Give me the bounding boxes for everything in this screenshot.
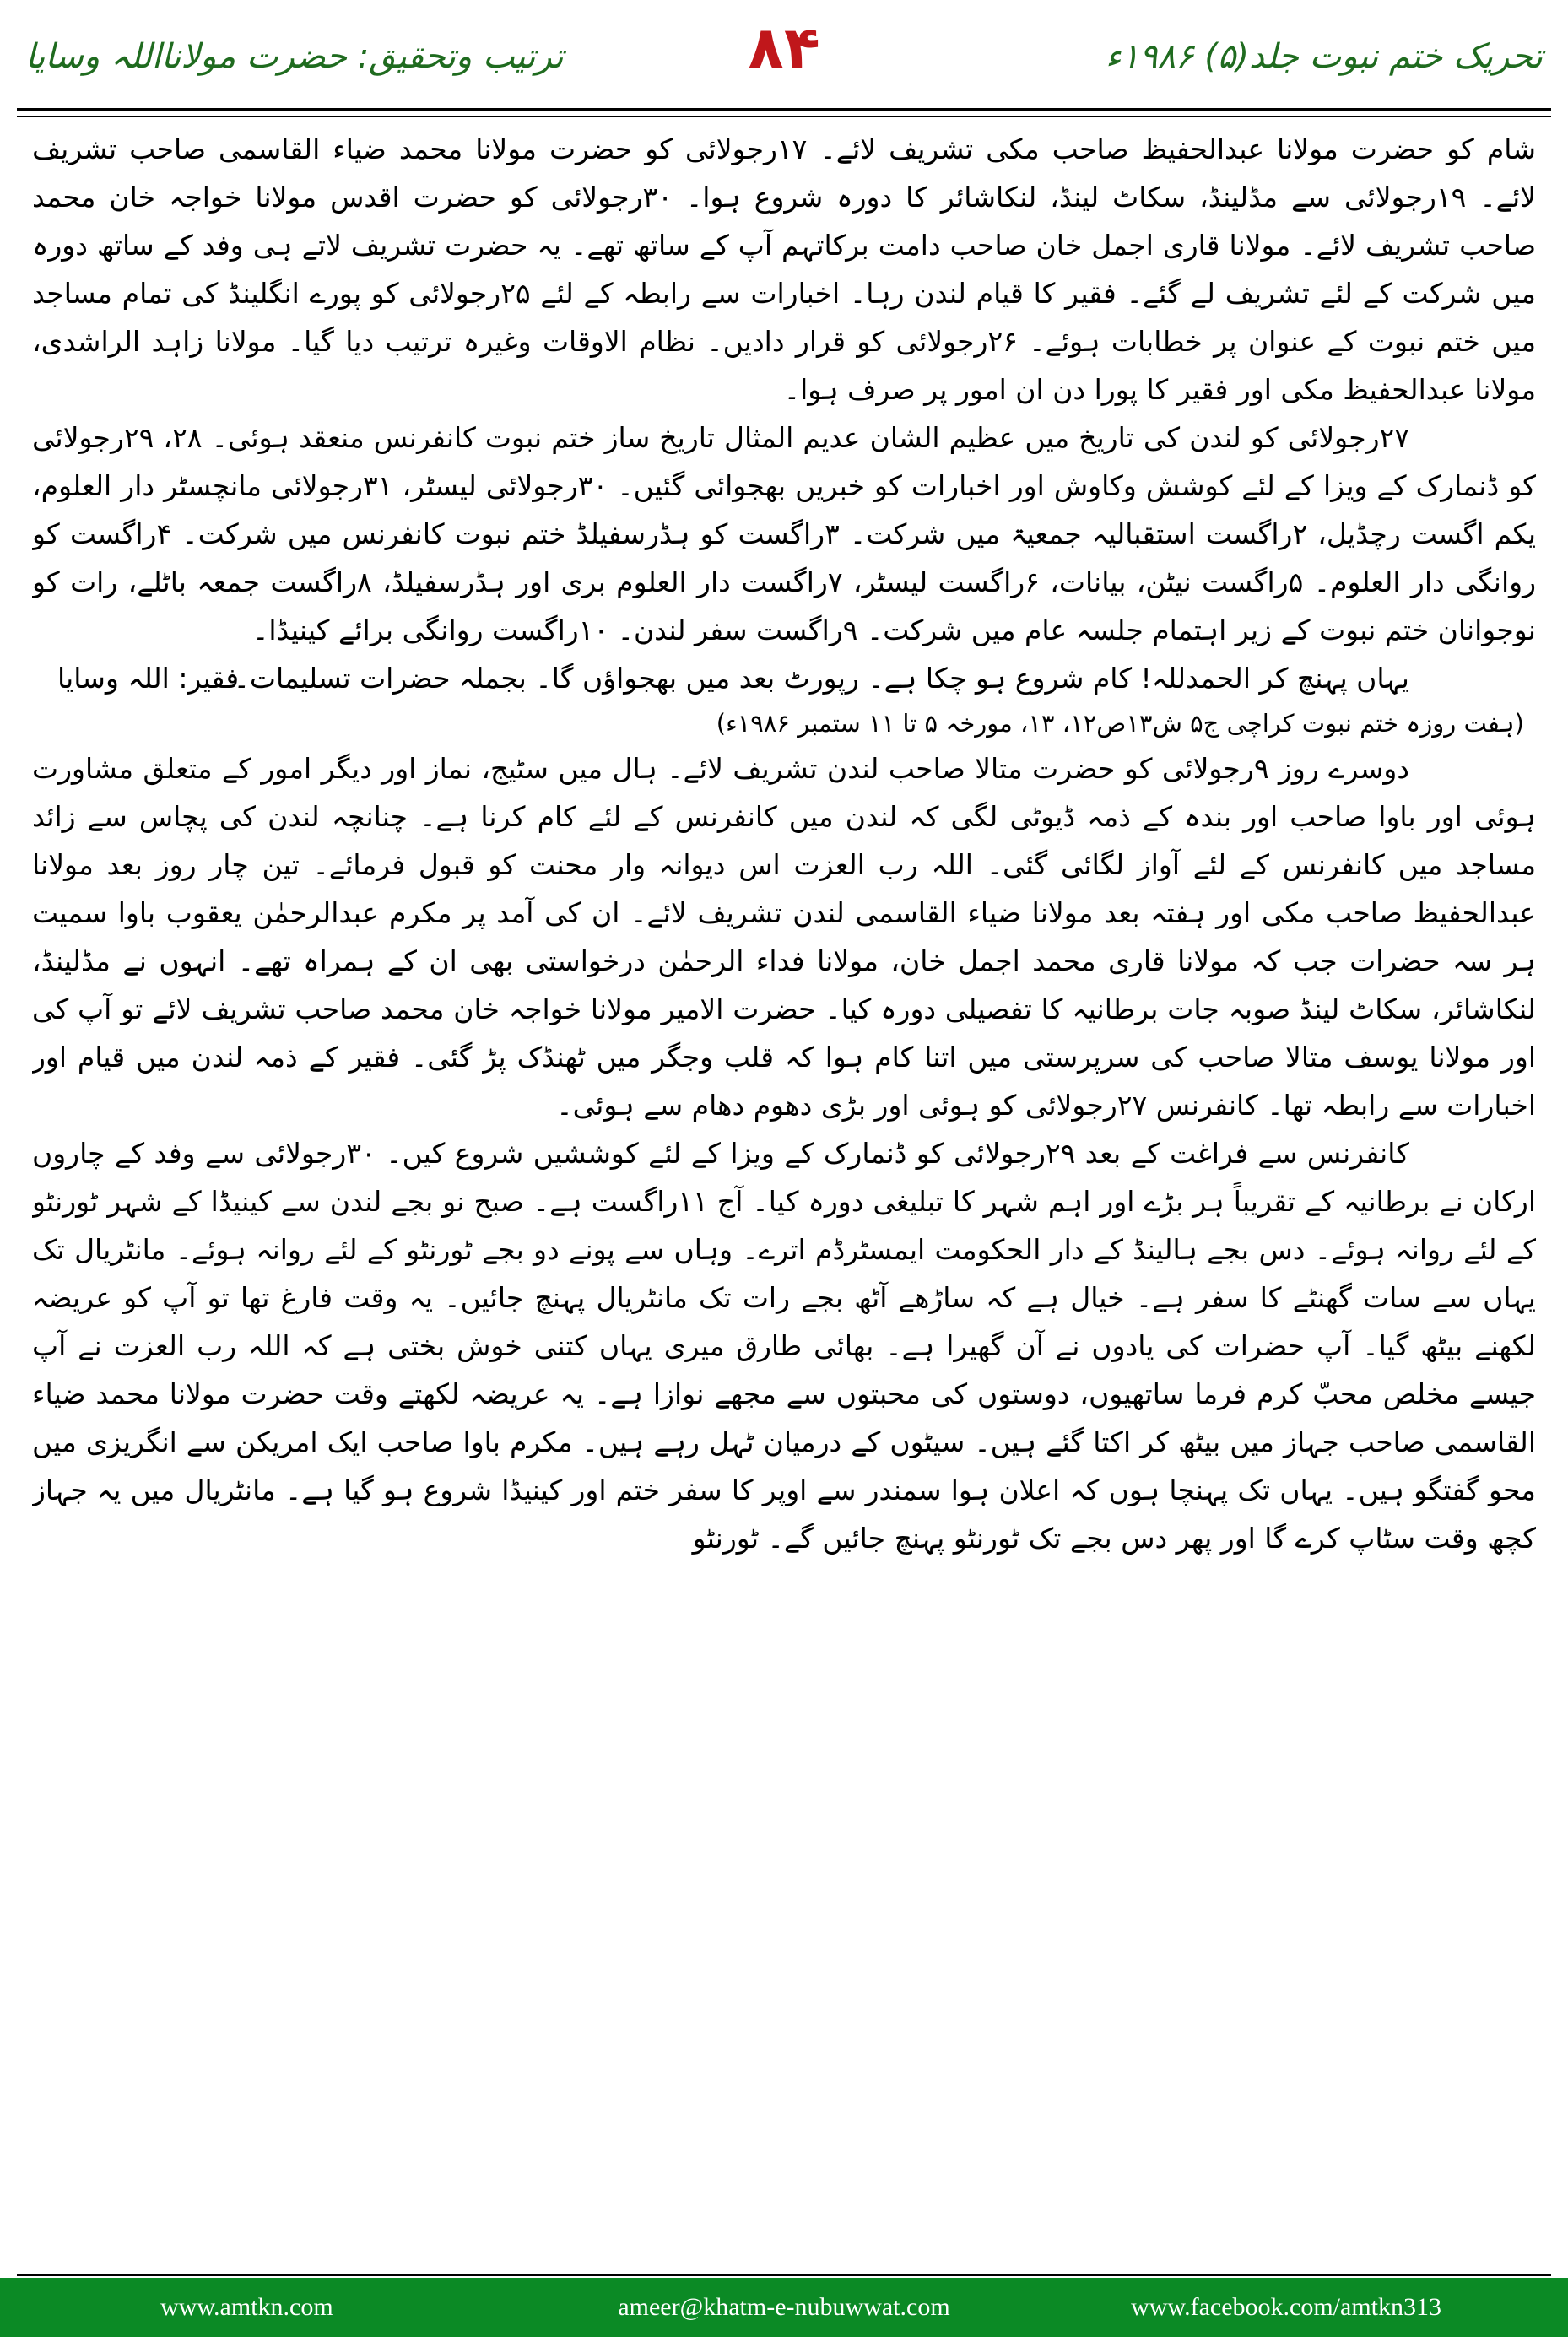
paragraph-3: یہاں پہنچ کر الحمدللہ! کام شروع ہو چکا ہے۔ رپورٹ بعد میں بھجواؤں گا۔ بجملہ حضرات تسلیمات۔: [233, 662, 1409, 695]
source-citation: (ہفت روزہ ختم نبوت کراچی ج۵ ش۱۳ص۱۲، ۱۳، مورخہ ۵ تا ۱۱ ستمبر ۱۹۸۶ء): [716, 709, 1524, 738]
book-title: تحریک ختم نبوت جلد(۵) ۱۹۸۶ء: [1105, 37, 1543, 76]
page-footer: [0, 2278, 1568, 2337]
email-link[interactable]: ameer@khatm-e-nubuwwat.com: [618, 2293, 950, 2321]
paragraph-5: کانفرنس سے فراغت کے بعد ۲۹رجولائی کو ڈنمارک کے ویزا کے لئے کوششیں شروع کیں۔ ۳۰رجولائی سے وفد کے چاروں ارکان نے برطانیہ کے تقریباً ہر بڑے اور اہم شہر کا تبلیغی دورہ کیا۔ آج ۱۱راگست ہے۔ صبح نو بجے لندن سے کینیڈا کے شہر ٹورنٹو کے لئے روانہ ہوئے۔ دس بجے ہالینڈ کے دار الحکومت ایمسٹرڈم اترے۔ وہاں سے پونے دو بجے ٹورنٹو کے لئے روانہ ہوئے۔ مانٹریال تک یہاں سے سات گھنٹے کا سفر ہے۔ خیال ہے کہ ساڑھے آٹھ بجے رات تک مانٹریال پہنچ جائیں۔ یہ وقت فارغ تھا تو آپ کو عریضہ لکھنے بیٹھ گیا۔ آپ حضرات کی یادوں نے آن گھیرا ہے۔ بھائی طارق میری یہاں کتنی خوش بختی ہے کہ اللہ رب العزت نے آپ جیسے مخلص محبّ کرم فرما ساتھیوں، دوستوں کی محبتوں سے مجھے نوازا ہے۔ یہ عریضہ لکھتے وقت حضرت مولانا محمد ضیاء القاسمی صاحب جہاز میں بیٹھ کر اکتا گئے ہیں۔ سیٹوں کے درمیان ٹہل رہے ہیں۔ مکرم باوا صاحب ایک امریکن سے انگریزی میں محو گفتگو ہیں۔ یہاں تک پہنچا ہوں کہ اعلان ہوا سمندر سے اوپر کا سفر ختم اور کینیڈا شروع ہو گیا ہے۔ مانٹریال میں یہ جہاز کچھ وقت سٹاپ کرے گا اور پھر دس بجے تک ٹورنٹو پہنچ جائیں گے۔ ٹورنٹو: [32, 1137, 1536, 1555]
signature: فقیر: اللہ وسایا: [57, 662, 240, 695]
compiler-credit: ترتیب وتحقیق: حضرت مولانااللہ وسایا: [25, 37, 564, 76]
header-divider: [17, 108, 1551, 117]
page-number: ۸۴: [748, 14, 820, 83]
website-link[interactable]: www.amtkn.com: [160, 2293, 333, 2321]
facebook-link[interactable]: www.facebook.com/amtkn313: [1131, 2293, 1441, 2321]
footer-divider: [17, 2274, 1551, 2276]
page-body: [32, 125, 1536, 2247]
paragraph-2: ۲۷رجولائی کو لندن کی تاریخ میں عظیم الشان عدیم المثال تاریخ ساز ختم نبوت کانفرنس منعقد ہوئی۔ ۲۸، ۲۹رجولائی کو ڈنمارک کے ویزا کے لئے کوشش وکاوش اور اخبارات کو خبریں بھجوائی گئیں۔ ۳۰رجولائی لیسٹر، ۳۱رجولائی مانچسٹر دار العلوم، یکم اگست رچڈیل، ۲راگست استقبالیہ جمعیۃ میں شرکت۔ ۳راگست کو ہڈرسفیلڈ ختم نبوت کانفرنس میں شرکت۔ ۴راگست کو روانگی دار العلوم۔ ۵راگست نیٹن، بیانات، ۶راگست لیسٹر، ۷راگست دار العلوم بری اور ہڈرسفیلڈ، ۸راگست جمعہ باٹلے، رات کو نوجوانان ختم نبوت کے زیر اہتمام جلسہ عام میں شرکت۔ ۹راگست سفر لندن۔ ۱۰راگست روانگی برائے کینیڈا۔: [32, 421, 1536, 646]
page-header: [17, 5, 1551, 103]
paragraph-1: شام کو حضرت مولانا عبدالحفیظ صاحب مکی تشریف لائے۔ ۱۷رجولائی کو حضرت مولانا محمد ضیاء القاسمی صاحب تشریف لائے۔ ۱۹رجولائی سے مڈلینڈ، سکاٹ لینڈ، لنکاشائر کا دورہ شروع ہوا۔ ۳۰رجولائی کو حضرت اقدس مولانا خواجہ خان محمد صاحب تشریف لائے۔ مولانا قاری اجمل خان صاحب دامت برکاتہم آپ کے ساتھ تھے۔ یہ حضرت تشریف لاتے ہی وفد کے ساتھ دورہ میں شرکت کے لئے تشریف لے گئے۔ فقیر کا قیام لندن رہا۔ اخبارات سے رابطہ کے لئے ۲۵رجولائی کو پورے انگلینڈ کی تمام مساجد میں ختم نبوت کے عنوان پر خطابات ہوئے۔ ۲۶رجولائی کو قرار دادیں۔ نظام الاوقات وغیرہ ترتیب دیا گیا۔ مولانا زاہد الراشدی، مولانا عبدالحفیظ مکی اور فقیر کا پورا دن ان امور پر صرف ہوا۔: [32, 133, 1536, 406]
paragraph-4: دوسرے روز ۹رجولائی کو حضرت متالا صاحب لندن تشریف لائے۔ ہال میں سٹیج، نماز اور دیگر امور کے متعلق مشاورت ہوئی اور باوا صاحب اور بندہ کے ذمہ ڈیوٹی لگی کہ لندن میں کانفرنس کے لئے کام کرنا ہے۔ چنانچہ لندن کی پچاس سے زائد مساجد میں کانفرنس کے لئے آواز لگائی گئی۔ اللہ رب العزت اس دیوانہ وار محنت کو قبول فرمائے۔ تین چار روز بعد مولانا عبدالحفیظ صاحب مکی اور ہفتہ بعد مولانا ضیاء القاسمی لندن تشریف لائے۔ ان کی آمد پر مکرم عبدالرحمٰن یعقوب باوا سمیت ہر سہ حضرات جب کہ مولانا قاری محمد اجمل خان، مولانا فداء الرحمٰن درخواستی بھی ان کے ہمراہ تھے۔ انہوں نے مڈلینڈ، لنکاشائر، سکاٹ لینڈ صوبہ جات برطانیہ کا تفصیلی دورہ کیا۔ حضرت الامیر مولانا خواجہ خان محمد صاحب تشریف لائے تو آپ کی اور مولانا یوسف متالا صاحب کی سرپرستی میں اتنا کام ہوا کہ قلب وجگر میں ٹھنڈک پڑ گئی۔ فقیر کے ذمہ لندن میں قیام اور اخبارات سے رابطہ تھا۔ کانفرنس ۲۷رجولائی کو ہوئی اور بڑی دھوم دھام سے ہوئی۔: [32, 752, 1536, 1122]
closing-line: [32, 654, 1536, 702]
